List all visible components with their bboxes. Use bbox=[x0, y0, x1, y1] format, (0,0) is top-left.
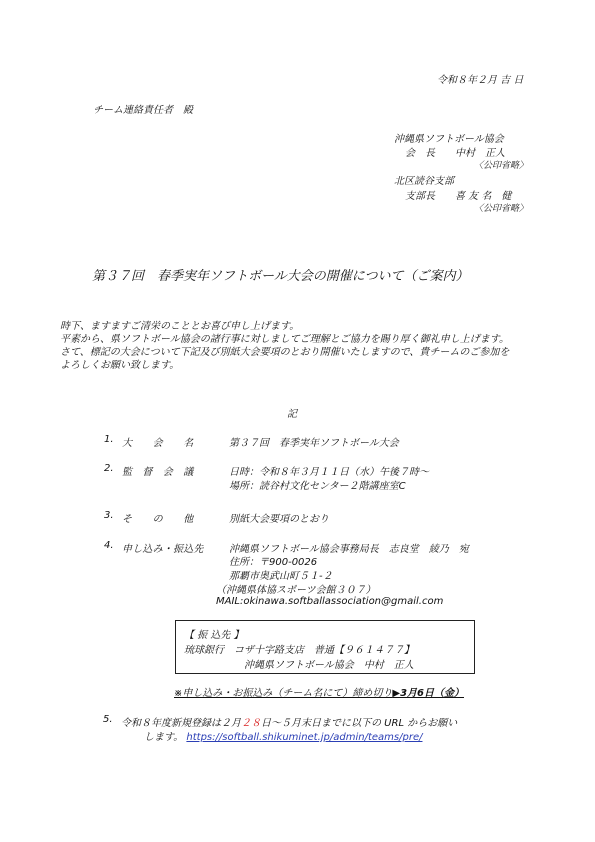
sender-seal-1: 〈公印省略〉 bbox=[474, 161, 529, 171]
item-value: 沖縄県ソフトボール協会事務局長 志良堂 綾乃 宛 bbox=[229, 544, 469, 555]
registration-suffix: します。 bbox=[144, 732, 184, 743]
bank-header: 【 振 込先 】 bbox=[184, 630, 244, 641]
item-label: 申し込み・振込先 bbox=[122, 544, 204, 555]
item-label: 監 督 会 議 bbox=[122, 467, 194, 478]
document-title: 第３７回 春季実年ソフトボール大会の開催について（ご案内） bbox=[92, 269, 469, 284]
bank-account-holder: 沖縄県ソフトボール協会 中村 正人 bbox=[244, 660, 414, 671]
item-value: 日時：令和８年３月１１日（水）午後７時～ bbox=[229, 467, 429, 478]
body-paragraph bbox=[60, 320, 509, 372]
item-value: （沖縄県体協スポーツ会館３０７） bbox=[216, 585, 376, 596]
item-value: 別紙大会要項のとおり bbox=[229, 514, 329, 525]
issue-date: 令和８年２月 吉 日 bbox=[437, 75, 524, 86]
deadline-date: ▶3月6日（金） bbox=[392, 688, 464, 699]
sender-org-2: 北区読谷支部 bbox=[394, 176, 454, 187]
item-value: 第３７回 春季実年ソフトボール大会 bbox=[229, 438, 399, 449]
deadline-note bbox=[174, 684, 464, 699]
body-line: よろしくお願い致します。 bbox=[60, 360, 180, 371]
body-line: 時下、ますますご清栄のこととお喜び申し上げます。 bbox=[60, 321, 300, 332]
body-line: さて、標記の大会について下記及び別紙大会要項のとおり開催いたしますので、貴チームのご参加を bbox=[60, 347, 510, 358]
item-label: 大 会 名 bbox=[122, 438, 194, 449]
registration-pre: 令和８年度新規登録は２月 bbox=[121, 718, 241, 729]
item-label: そ の 他 bbox=[122, 514, 194, 525]
registration-note bbox=[121, 714, 457, 729]
sender-seal-2: 〈公印省略〉 bbox=[474, 204, 529, 214]
item-value: 那覇市奥武山町５１-２ bbox=[229, 571, 333, 582]
item-value: 場所：読谷村文化センター２階講座室C bbox=[229, 481, 406, 492]
body-line: 平素から、県ソフトボール協会の諸行事に対しましてご理解とご協力を賜り厚く御礼申し上げます。 bbox=[60, 334, 509, 345]
item-value: 住所：〒900-0026 bbox=[229, 557, 318, 568]
sender-role-2: 支部長 喜 友 名 健 bbox=[405, 191, 512, 202]
registration-url-link[interactable]: https://softball.shikuminet.jp/admin/teams/pre/ bbox=[186, 732, 423, 743]
registration-red-date: ２８ bbox=[241, 718, 261, 729]
bank-transfer-box bbox=[175, 620, 475, 674]
item-number: 4. bbox=[104, 540, 114, 551]
bank-account: 琉球銀行 コザ十字路支店 普通【９６１４７７】 bbox=[184, 645, 414, 656]
deadline-text: ※申し込み・お振込み（チーム名にて）締め切り bbox=[174, 688, 393, 699]
registration-post: 日～５月末日までに以下の URL からお願い bbox=[261, 718, 458, 729]
item-number: 5. bbox=[103, 714, 113, 725]
sender-org-1: 沖縄県ソフトボール協会 bbox=[394, 134, 504, 145]
ki-heading: 記 bbox=[287, 409, 297, 420]
item-email: MAIL:okinawa.softballassociation@gmail.com bbox=[216, 596, 444, 607]
registration-line-2 bbox=[144, 728, 422, 743]
sender-role-1: 会 長 中村 正人 bbox=[405, 148, 505, 159]
item-number: 1. bbox=[104, 434, 114, 445]
item-number: 2. bbox=[104, 463, 114, 474]
item-number: 3. bbox=[104, 510, 114, 521]
recipient: チーム連絡責任者 殿 bbox=[93, 105, 193, 116]
